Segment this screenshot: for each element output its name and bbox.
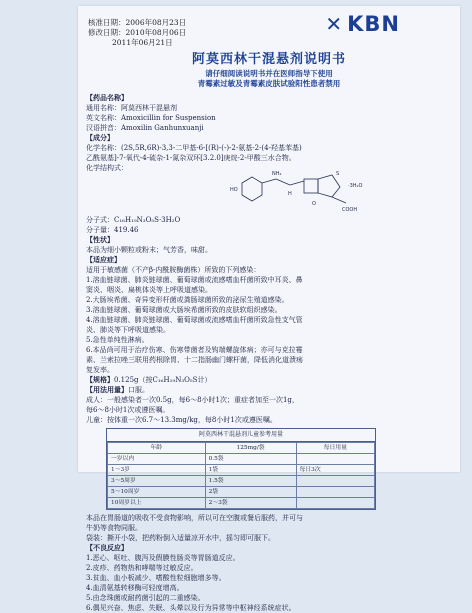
usage-text: 口服。 [128,386,149,394]
table-cell [296,454,374,465]
indication-line: 复发率。 [86,366,114,374]
section-heading-composition: 【成分】 [86,133,114,142]
structure-row [86,163,454,215]
svg-text:·3H₂O: ·3H₂O [348,183,363,189]
section-heading-traits: 【性状】 [86,235,114,244]
table-header-row [108,443,375,454]
indication-line: 适用于敏感菌（不产β-内酰胺酶菌株）所致的下列感染： [86,266,261,274]
svg-text:COOH: COOH [342,207,358,213]
section-heading-adverse: 【不良反应】 [86,543,128,552]
table-row [108,487,375,498]
dose-table [106,428,376,510]
chemical-name-1: 化学名称：(2S,5R,6R)-3,3-二甲基-6-[(R)-(-)-2-氨基-2-(4-羟基苯基) [86,144,302,152]
table-cell: 2～3袋 [205,498,296,509]
adverse-line: 3.贫血、血小板减少、嗜酸性粒细胞增多等。 [86,574,226,582]
section-heading-indications: 【适应症】 [86,255,121,264]
adult-dosage: 成人：一般感染者一次0.5g，每6～8小时1次；重症者加至一次1g， [86,396,299,404]
adverse-line: 1.恶心、呕吐、腹泻及假膜性肠炎等胃肠道反应。 [86,554,240,562]
leaflet-sheet [78,6,460,612]
administration-note-3: 袋装：撕开小袋，把药粉倒入适量凉开水中，摇匀即可服下。 [86,534,275,542]
child-dosage: 儿童：按体重一次6.7～13.3mg/kg，每8小时1次或遵医嘱。 [86,416,277,424]
administration-note-2: 牛奶等食物同服。 [86,524,142,532]
generic-name: 通用名称：阿莫西林干混悬剂 [86,104,177,112]
table-cell: 1袋 [205,465,296,476]
table-row [108,476,375,487]
table-cell: 2袋 [205,487,296,498]
chemical-structure-image [228,165,368,213]
molecular-formula: 分子式：C₁₆H₁₉N₃O₅S·3H₂O [86,216,181,224]
svg-text:O: O [312,201,316,207]
section-heading-name: 【药品名称】 [86,93,128,102]
indication-line: 6.本品尚可用于治疗伤寒、伤寒带菌者及钩端螺旋体病；亦可与克拉霉 [86,346,303,354]
indication-line: 4.溶血链球菌、肺炎链球菌、葡萄球菌或流感嗜血杆菌所致急性支气管 [86,316,303,324]
svg-text:H: H [288,191,292,197]
indication-line: 素、兰索拉唑三联用药根除胃、十二指肠幽门螺杆菌，降低消化道溃疡 [86,356,303,364]
indication-line: 1.溶血链球菌、肺炎链球菌、葡萄球菌或流感嗜血杆菌所致中耳炎、鼻 [86,276,303,284]
svg-text:NH₂: NH₂ [272,171,282,177]
table-header: 年龄 [108,443,206,454]
table-header: 125mg/袋 [205,443,296,454]
brand-mark-icon: ✕ [325,12,344,36]
document-title: 阿莫西林干混悬剂说明书 [191,52,346,67]
table-row [108,498,375,509]
svg-text:HO: HO [230,187,238,193]
revision-date: 修改日期：2010年08月06日 [88,28,187,37]
adverse-line: 5.由念珠菌或耐药菌引起的二重感染。 [86,594,205,602]
administration-note-1: 本品在胃肠道的吸收不受食物影响，所以可在空腹或餐后服药，并可与 [86,514,303,522]
adult-dosage-2: 每6～8小时1次或遵医嘱。 [86,406,170,414]
table-cell: 5～10周岁 [108,487,206,498]
indication-line: 炎、肺炎等下呼吸道感染。 [86,326,170,334]
svg-text:S: S [336,171,340,177]
indication-line: 3.溶血链球菌、葡萄球菌或大肠埃希菌所致的皮肤软组织感染。 [86,306,282,314]
indication-line: 窦炎、咽炎、扁桃体炎等上呼吸道感染。 [86,286,212,294]
adverse-line: 4.血清氨基转移酶可轻度增高。 [86,584,184,592]
chemical-name-2: 乙酰氨基]-7-氧代-4-硫杂-1-氮杂双环[3.2.0]庚烷-2-甲酸三水合物。 [86,154,296,162]
table-cell [296,487,374,498]
brand-logo [325,12,400,36]
table-cell [296,498,374,509]
table-cell: 每日3次 [296,465,374,476]
dose-table-caption: 阿莫西林干混悬剂儿童参考用量 [107,429,375,442]
table-cell: 0.5袋 [205,454,296,465]
revision-date-2: 2011年06月21日 [112,38,173,47]
table-row [108,465,375,476]
traits-text: 本品为细小颗粒或粉末；气芳香，味甜。 [86,246,212,254]
approval-date: 核准日期：2006年08月23日 [88,18,187,27]
table-header: 每日用量 [296,443,374,454]
table-cell: 一岁以内 [108,454,206,465]
brand-name: KBN [347,12,400,36]
section-heading-spec: 【规格】 [86,375,114,384]
indication-line: 5.急性单纯性淋病。 [86,336,149,344]
table-cell: 1～3岁 [108,465,206,476]
table-cell: 1.5袋 [205,476,296,487]
pinyin-name: 汉语拼音：Amoxilin Ganhunxuanji [86,124,204,132]
adverse-line: 6.偶见兴奋、焦虑、失眠、头晕以及行为异常等中枢神经系统症状。 [86,604,296,612]
table-cell: 3～5周岁 [108,476,206,487]
section-heading-usage: 【用法用量】 [86,385,128,394]
table-row [108,454,375,465]
molecular-weight: 分子量：419.46 [86,226,139,234]
leaflet-body [86,93,454,613]
table-cell [296,476,374,487]
approval-dates [88,18,186,48]
structure-label: 化学结构式： [86,164,128,172]
spec-text: 0.125g（按C₁₆H₁₉N₃O₅S计） [114,376,212,384]
indication-line: 2.大肠埃希菌、奇异变形杆菌或粪肠球菌所致的泌尿生殖道感染。 [86,296,289,304]
table-cell: 10周岁以上 [108,498,206,509]
adverse-line: 2.皮疹、药物热和哮喘等过敏反应。 [86,564,198,572]
notice-allergy: 青霉素过敏及青霉素皮肤试验阳性患者禁用 [197,79,341,88]
english-name: 英文名称：Amoxicillin for Suspension [86,114,216,122]
notice-read: 请仔细阅读说明书并在医师指导下使用 [205,69,333,78]
